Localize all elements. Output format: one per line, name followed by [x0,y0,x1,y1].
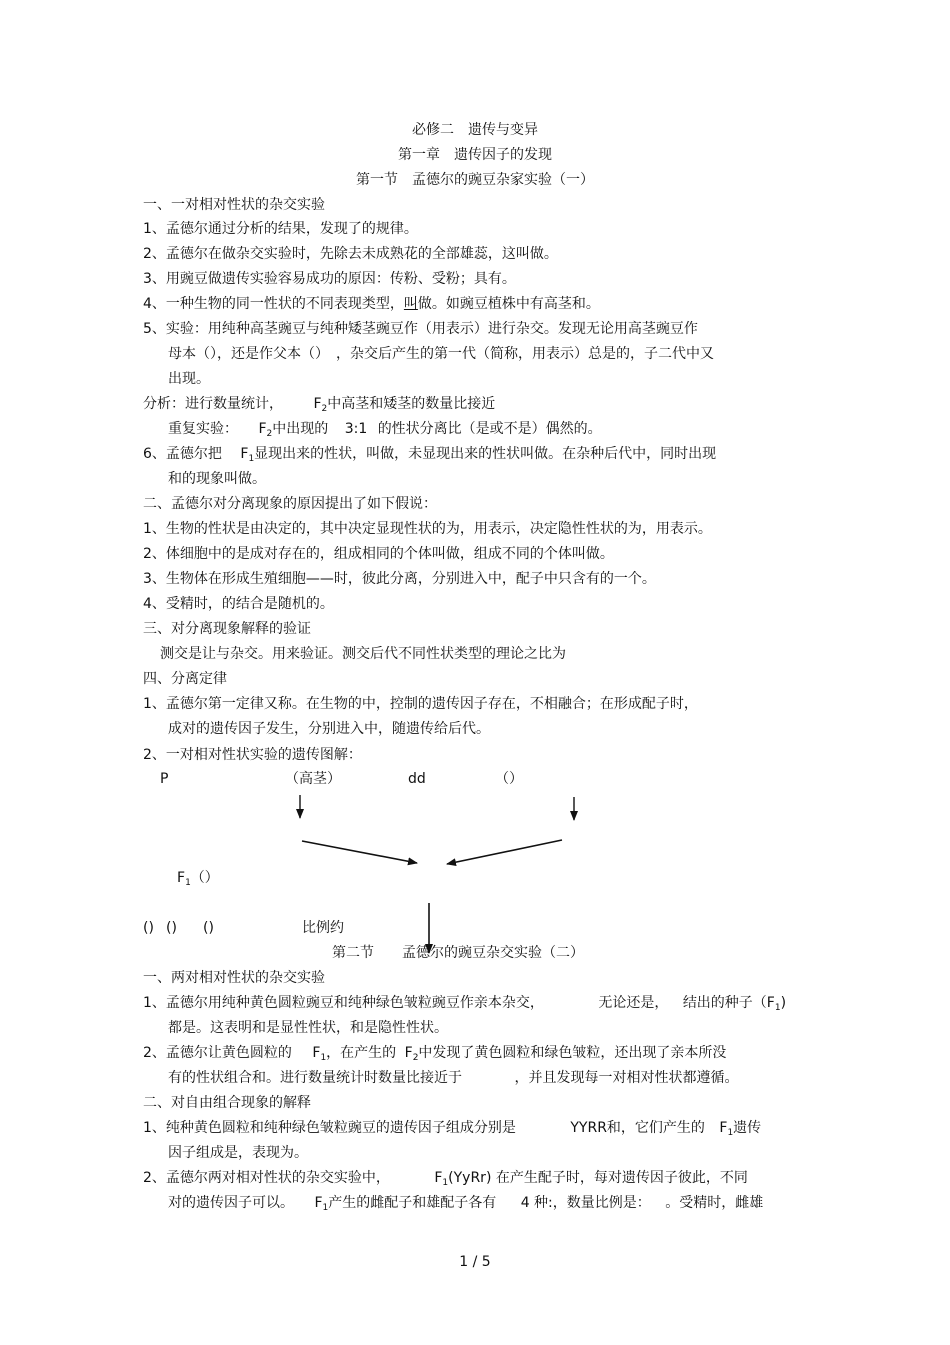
s1-item-3: 3、用豌豆做遗传实验容易成功的原因：传粉、受粉；具有。 [143,271,516,287]
diagram-f1-paren: （） [190,870,219,886]
s1-item-4-b: 叫 [403,296,418,312]
s2-item-1-cont: 都是。这表明和是显性性状，和是隐性性状。 [168,1020,448,1036]
s2-item-2-f1: F [312,1045,321,1061]
diagram-paren-label: （） [495,771,523,787]
s2-item-2-c: ，在产生的 [326,1045,397,1061]
s2-expl-2-sub2: 1 [322,1203,329,1213]
s2-item-2-g: ，并且发现每一对相对性状都遵循。 [514,1070,739,1086]
s1-hyp-1: 1、生物的性状是由决定的，其中决定显现性状的为，用表示，决定隐性性状的为，用表示。 [143,521,712,537]
s1-item-5: 5、实验：用纯种高茎豌豆与纯种矮茎豌豆作（用表示）进行杂交。发现无论用高茎豌豆作 [143,321,698,337]
s1-item-6 [143,445,716,468]
s1-item-6-sub: 1 [248,454,255,464]
s1-analysis-1-c: 中高茎和矮茎的数量比接近 [327,396,496,412]
s2-item-1-b: 无论还是， [598,995,669,1011]
s2-expl-2 [143,1169,748,1192]
s2-expl-2-f2: F [314,1195,323,1211]
diagram-ratio-label: 比例约 [302,920,344,936]
s1-item-1: 1、孟德尔通过分析的结果，发现了的规律。 [143,221,418,237]
s2-item-2-e: 中发现了黄色圆粒和绿色皱粒，还出现了亲本所没 [418,1045,727,1061]
s1-heading-2: 二、孟德尔对分离现象的原因提出了如下假说： [143,496,437,512]
s1-item-6-f: F [240,446,249,462]
s1-hyp-3: 3、生物体在形成生殖细胞——时，彼此分离，分别进入中，配子中只含有的一个。 [143,571,656,587]
s2-expl-2-sub: 1 [442,1178,449,1188]
diagram-f1-label: F [177,870,186,886]
s2-expl-2-f: F [434,1170,443,1186]
s2-expl-1-d: 遗传 [733,1120,762,1136]
section1-title: 第一节 孟德尔的豌豆杂家实验（一） [356,172,594,188]
s1-law-1: 1、孟德尔第一定律又称。在生物的中，控制的遗传因子存在，不相融合；在形成配子时， [143,696,698,712]
doc-title: 必修二 遗传与变异 [412,122,538,138]
diagram-dd-label: dd [408,771,426,787]
s1-item-6-c: 显现出来的性状，叫做，未显现出来的性状叫做。在杂种后代中，同时出现 [254,446,717,462]
s2-item-1-d: ) [780,995,787,1011]
s1-item-4-a: 4、一种生物的同一性状的不同表现类型， [143,296,404,312]
s1-heading-4: 四、分离定律 [143,671,227,687]
s1-item-5-cont2: 出现。 [168,371,210,387]
s1-item-4-c: 做。如豌豆植株中有高茎和。 [417,296,600,312]
s1-item-6-cont: 和的现象叫做。 [168,471,266,487]
s2-expl-2-cont [168,1194,763,1217]
s1-testcross: 测交是让与杂交。用来验证。测交后代不同性状类型的理论之比为 [160,646,566,662]
s2-item-1-c: 结出的种子（F [682,995,775,1011]
s2-item-2-f: 有的性状组合和。进行数量统计时数量比接近于 [168,1070,462,1086]
s1-analysis-1-sub: 2 [321,404,328,414]
s1-analysis-2-a: 重复实验： [168,421,238,437]
s1-hyp-4: 4、受精时，的结合是随机的。 [143,596,334,612]
diagram-offspring-3: () [203,920,214,936]
diagram-offspring-1: () [143,920,154,936]
s2-expl-2-a: 2、孟德尔两对相对性状的杂交实验中， [143,1170,390,1186]
s2-item-1-sub: 1 [774,1003,781,1013]
page-number: 1 / 5 [459,1254,491,1270]
s2-expl-2-g: 4 种:，数量比例是： [520,1195,651,1211]
s2-item-2-a: 2、孟德尔让黄色圆粒的 [143,1045,292,1061]
s2-item-2 [143,1044,726,1067]
s1-analysis-2-f: F [258,421,267,437]
s2-item-2-f2: F [404,1045,413,1061]
s1-heading-1: 一、一对相对性状的杂交实验 [143,197,325,213]
s2-expl-2-h: 。受精时，雌雄 [665,1195,764,1211]
s1-item-2: 2、孟德尔在做杂交实验时，先除去未成熟花的全部雄蕊，这叫做。 [143,246,558,262]
diagram-tall-label: （高茎） [285,771,341,787]
s1-analysis-2-c: 中出现的 [272,421,329,437]
diagram-f1 [177,869,219,892]
s2-expl-2-e: 产生的雌配子和雄配子各有 [328,1195,497,1211]
s2-item-2-cont [168,1069,738,1087]
s2-item-2-sub1: 1 [320,1053,327,1063]
s2-expl-1 [143,1119,761,1142]
s2-expl-1-a: 1、纯种黄色圆粒和纯种绿色皱粒豌豆的遗传因子组成分别是 [143,1120,516,1136]
s1-item-5-cont: 母本（），还是作父本（） ，杂交后产生的第一代（简称，用表示）总是的，子二代中又 [168,346,714,362]
s1-heading-3: 三、对分离现象解释的验证 [143,621,311,637]
s2-expl-1-f: F [719,1120,728,1136]
s1-analysis-1-a: 分析：进行数量统计， [143,396,283,412]
s1-analysis-2-ratio: 3:1 [344,421,368,437]
s2-expl-1-b: YYRR和，它们产生的 [570,1120,705,1136]
s2-item-1 [143,994,786,1017]
s2-heading-2: 二、对自由组合现象的解释 [143,1095,311,1111]
s2-item-2-sub2: 2 [412,1053,419,1063]
s1-hyp-2: 2、体细胞中的是成对存在的，组成相同的个体叫做，组成不同的个体叫做。 [143,546,614,562]
s1-analysis-2-sub: 2 [266,429,273,439]
s1-item-6-a: 6、孟德尔把 [143,446,222,462]
s2-item-1-a: 1、孟德尔用纯种黄色圆粒豌豆和纯种绿色皱粒豌豆作亲本杂交， [143,995,544,1011]
diagram-offspring-2: () [166,920,177,936]
s1-item-4 [143,295,600,313]
s1-analysis-1 [143,395,495,418]
diagram-p-label: P [160,771,169,787]
section2-title: 第二节 孟德尔的豌豆杂交实验（二） [332,945,584,961]
s2-expl-2-c: (YyRr) 在产生配子时，每对遗传因子彼此，不同 [448,1170,748,1186]
diagram-f1-sub: 1 [185,878,191,888]
s1-law-2: 2、一对相对性状实验的遗传图解： [143,747,362,763]
s2-expl-2-d: 对的遗传因子可以。 [168,1195,294,1211]
s1-analysis-1-f: F [313,396,322,412]
s2-expl-1-cont: 因子组成是，表现为。 [168,1145,308,1161]
chapter-title: 第一章 遗传因子的发现 [398,147,552,163]
s1-law-1-cont: 成对的遗传因子发生，分别进入中，随遗传给后代。 [168,721,490,737]
s1-analysis-2-e: 的性状分离比（是或不是）偶然的。 [377,421,602,437]
arrow-right-diagonal [447,840,562,864]
arrow-left-diagonal [302,841,417,863]
s2-heading-1: 一、两对相对性状的杂交实验 [143,970,325,986]
s2-expl-1-sub: 1 [727,1128,734,1138]
s1-analysis-2 [168,420,602,443]
